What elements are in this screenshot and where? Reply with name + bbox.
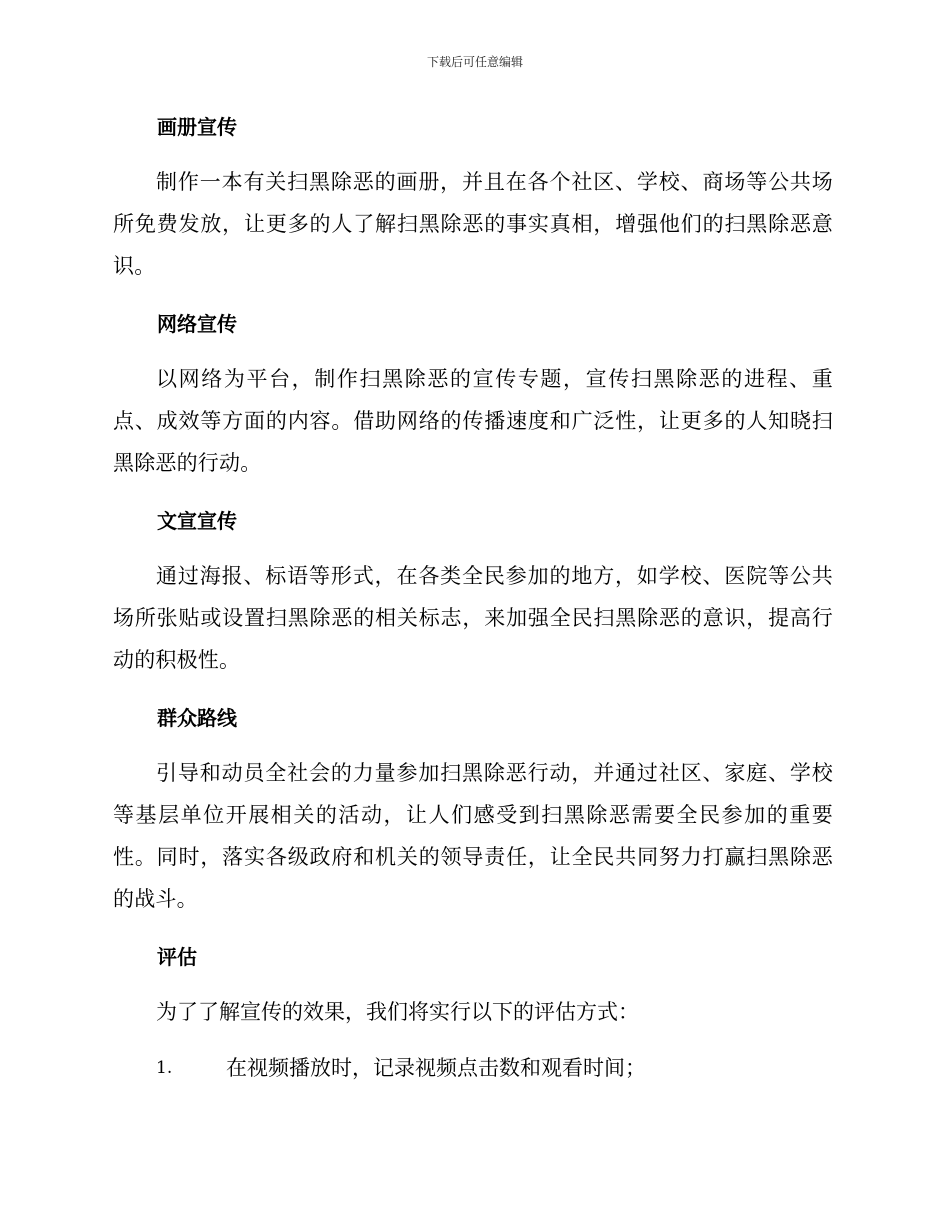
section-paragraph: 以网络为平台，制作扫黑除恶的宣传专题，宣传扫黑除恶的进程、重点、成效等方面的内容。借助网络的传播速度和广泛性，让更多的人知晓扫黑除恶的行动。 bbox=[113, 367, 833, 475]
section-heading: 群众路线 bbox=[157, 706, 237, 730]
list-item-number: 1. bbox=[156, 1058, 173, 1078]
document-body bbox=[113, 110, 833, 1089]
section-online bbox=[113, 307, 833, 484]
section-paragraph: 制作一本有关扫黑除恶的画册，并且在各个社区、学校、商场等公共场所免费发放，让更多的人了解扫黑除恶的事实真相，增强他们的扫黑除恶意识。 bbox=[113, 170, 833, 278]
section-heading: 评估 bbox=[157, 945, 197, 969]
section-heading: 画册宣传 bbox=[157, 115, 237, 139]
section-brochure bbox=[113, 110, 833, 287]
list-item bbox=[113, 1047, 833, 1089]
section-heading: 网络宣传 bbox=[157, 312, 237, 336]
section-paragraph: 引导和动员全社会的力量参加扫黑除恶行动，并通过社区、家庭、学校等基层单位开展相关的活动，让人们感受到扫黑除恶需要全民参加的重要性。同时，落实各级政府和机关的领导责任，让全民共同努力打赢扫黑除恶的战斗。 bbox=[113, 761, 833, 911]
section-evaluation bbox=[113, 940, 833, 1089]
section-heading: 文宣宣传 bbox=[157, 509, 237, 533]
evaluation-intro: 为了了解宣传的效果，我们将实行以下的评估方式： bbox=[156, 1000, 639, 1024]
section-mass-line bbox=[113, 701, 833, 920]
section-paragraph: 通过海报、标语等形式，在各类全民参加的地方，如学校、医院等公共场所张贴或设置扫黑除恶的相关标志，来加强全民扫黑除恶的意识，提高行动的积极性。 bbox=[113, 564, 833, 672]
section-print bbox=[113, 504, 833, 681]
list-item-text: 在视频播放时，记录视频点击数和观看时间； bbox=[226, 1056, 646, 1080]
page-header: 下载后可任意编辑 bbox=[426, 55, 523, 69]
